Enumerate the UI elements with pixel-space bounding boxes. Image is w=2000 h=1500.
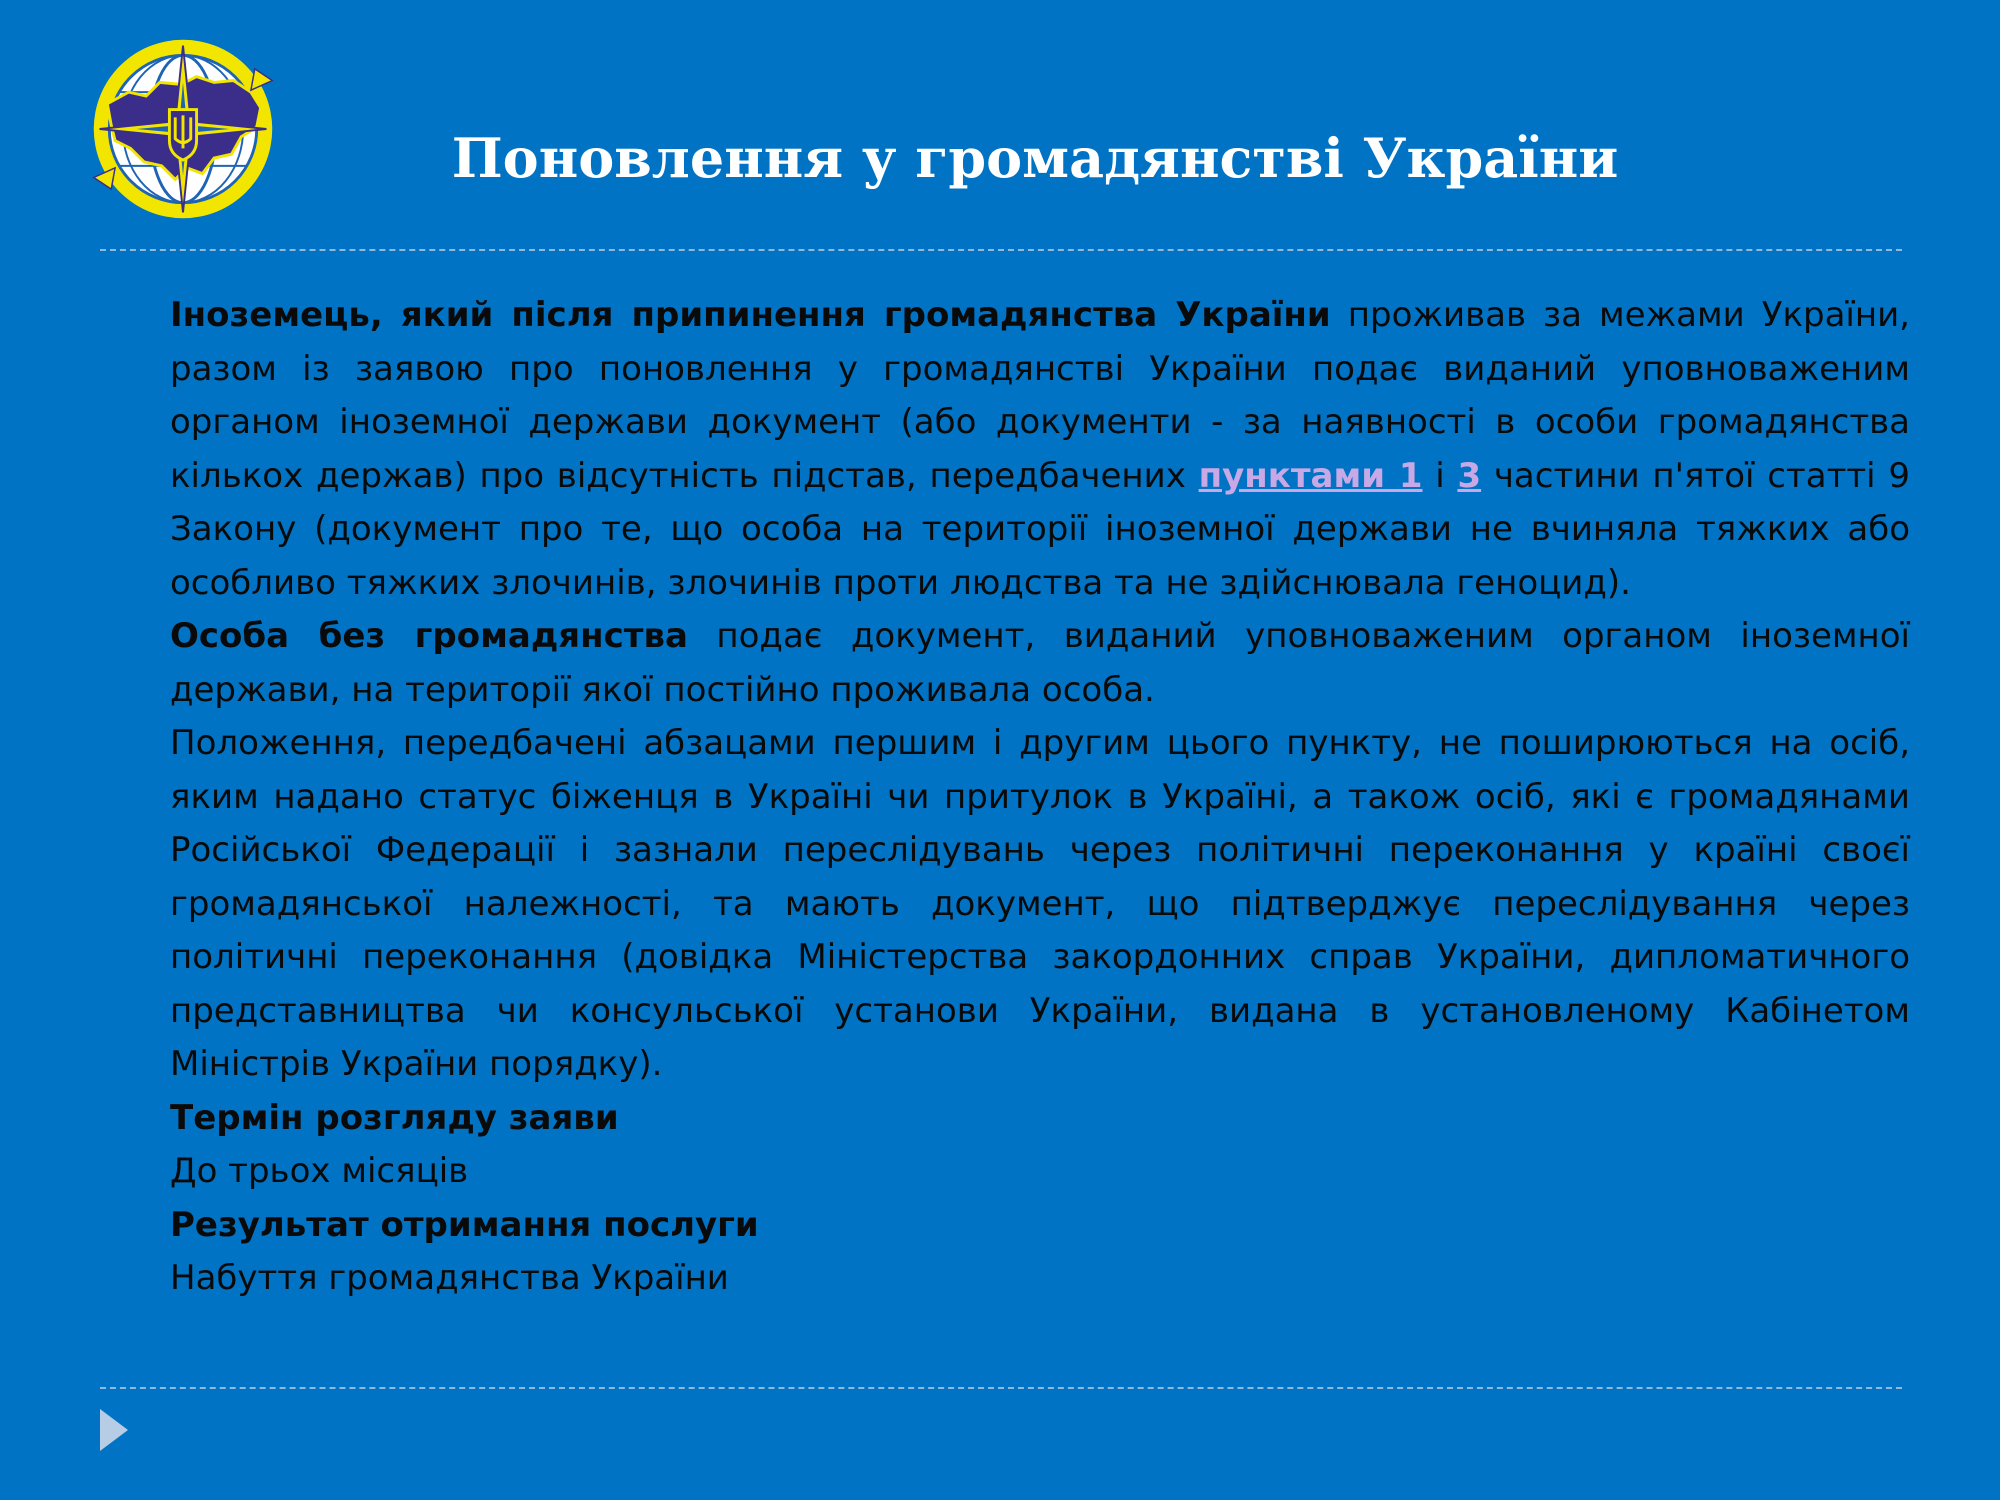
paragraph-foreigner	[170, 289, 1910, 610]
review-term-heading	[170, 1092, 1910, 1146]
paragraph-stateless-text: подає документ, виданий уповноваженим органом іноземної держави, на території якої постійно проживала особа.	[170, 616, 1911, 710]
link-separator: і	[1422, 455, 1458, 496]
link-paragraphs-1[interactable]: пунктами 1	[1198, 455, 1423, 496]
service-result-heading	[170, 1199, 1910, 1253]
paragraph-foreigner-tail: частини п'ятої статті 9 Закону (документ про те, що особа на території іноземної держави не вчиняла тяжких або особливо тяжких злочинів, злочинів проти людства та не здійснювала геноцид).	[170, 455, 1910, 603]
paragraph-stateless-lead: Особа без громадянства	[170, 616, 688, 656]
service-result-heading-text: Результат отримання послуги	[170, 1204, 759, 1245]
link-paragraph-3[interactable]: 3	[1457, 455, 1482, 496]
emblem-logo	[86, 32, 280, 226]
paragraph-foreigner-text: проживав за межами України, разом із заявою про поновлення у громадянстві України подає виданий уповноваженим органом іноземної держави документ (або документи - за наявності в особи громадянства кількох держав) про відсутність підстав, передбачених	[170, 295, 1910, 496]
migration-service-emblem-icon	[86, 32, 280, 226]
service-result-value: Набуття громадянства України	[170, 1258, 729, 1298]
top-divider	[100, 249, 1902, 251]
review-term-heading-text: Термін розгляду заяви	[170, 1097, 619, 1138]
page-title: Поновлення у громадянстві України	[451, 126, 1619, 190]
play-arrow-icon[interactable]	[100, 1409, 128, 1451]
paragraph-exceptions: Положення, передбачені абзацами першим і другим цього пункту, не поширюються на осіб, яким надано статус біженця в Україні чи притулок в Україні, а також осіб, які є громадянами Російської Федерації і зазнали переслідувань через політичні переконання у країні своєї громадянської належності, та мають документ, що підтверджує переслідування через політичні переконання (довідка Міністерства закордонних справ України, дипломатичного представництва чи консульської установи України, видана в установленому Кабінетом Міністрів України порядку).	[170, 723, 1910, 1084]
bottom-divider	[100, 1387, 1902, 1389]
slide-body	[170, 289, 1910, 1306]
review-term-value: До трьох місяців	[170, 1151, 469, 1191]
paragraph-stateless	[170, 610, 1910, 717]
paragraph-foreigner-lead: Іноземець, який після припинення громадянства України	[170, 295, 1331, 335]
